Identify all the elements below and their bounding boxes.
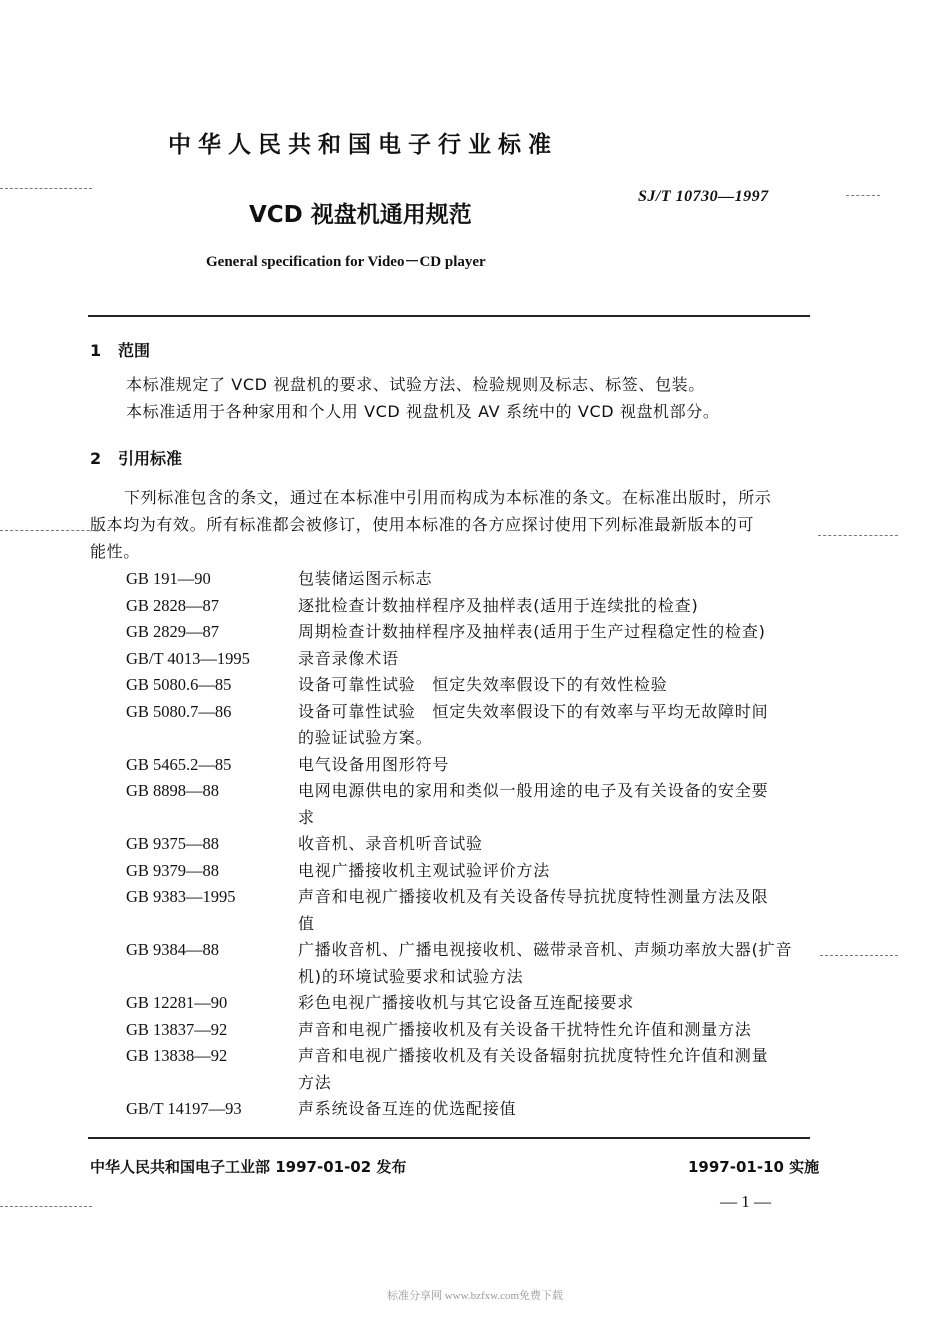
reference-item xyxy=(126,619,816,646)
reference-item xyxy=(126,672,816,699)
reference-code: GB 12281—90 xyxy=(126,993,228,1012)
reference-title-line: 电视广播接收机主观试验评价方法 xyxy=(298,860,551,880)
reference-title xyxy=(298,619,816,646)
reference-item xyxy=(126,646,816,673)
references-intro-line: 版本均为有效。所有标准都会被修订，使用本标准的各方应探讨使用下列标准最新版本的可 xyxy=(90,515,755,534)
standard-code: SJ/T 10730—1997 xyxy=(638,188,769,205)
document-title: VCD 视盘机通用规范 xyxy=(249,202,472,228)
reference-title-line: 机)的环境试验要求和试验方法 xyxy=(298,966,524,986)
reference-title-line: 电网电源供电的家用和类似一般用途的电子及有关设备的安全要 xyxy=(298,781,769,800)
reference-title-line: 彩色电视广播接收机与其它设备互连配接要求 xyxy=(298,993,635,1012)
reference-title xyxy=(298,1043,816,1096)
reference-item xyxy=(126,566,816,593)
reference-code: GB 5080.7—86 xyxy=(126,701,232,721)
reference-title-line: 设备可靠性试验 恒定失效率假设下的有效率与平均无故障时间 xyxy=(298,701,769,721)
scan-artifact-line xyxy=(846,195,880,196)
reference-title xyxy=(298,831,816,858)
section-heading-scope xyxy=(90,338,150,361)
reference-code: GB 9383—1995 xyxy=(126,887,236,906)
reference-code: GB 191—90 xyxy=(126,569,211,588)
reference-code: GB 9379—88 xyxy=(126,860,220,880)
reference-item xyxy=(126,858,816,885)
reference-title-line: 电气设备用图形符号 xyxy=(298,754,450,774)
scan-artifact-line xyxy=(0,1206,92,1207)
reference-code: GB 9375—88 xyxy=(126,834,220,853)
reference-title-line: 广播收音机、广播电视接收机、磁带录音机、声频功率放大器(扩音 xyxy=(298,940,793,959)
reference-code: GB 2828—87 xyxy=(126,595,220,615)
reference-code: GB/T 4013—1995 xyxy=(126,648,250,668)
reference-code: GB/T 14197—93 xyxy=(126,1099,242,1118)
section-title: 范围 xyxy=(118,341,151,360)
reference-title xyxy=(298,858,816,885)
section-number: 1 xyxy=(90,341,102,360)
reference-title xyxy=(298,699,816,752)
reference-item xyxy=(126,1043,816,1096)
reference-title xyxy=(298,672,816,699)
reference-item xyxy=(126,937,816,990)
reference-code: GB 9384—88 xyxy=(126,940,220,959)
reference-item xyxy=(126,752,816,779)
issuing-organization: 中华人民共和国电子行业标准 xyxy=(168,132,558,158)
reference-title xyxy=(298,1096,816,1123)
scope-paragraph: 本标准规定了 VCD 视盘机的要求、试验方法、检验规则及标志、标签、包装。 xyxy=(126,375,705,394)
reference-title-line: 求 xyxy=(298,807,315,827)
reference-title xyxy=(298,884,816,937)
reference-title-line: 设备可靠性试验 恒定失效率假设下的有效性检验 xyxy=(298,675,668,694)
reference-title xyxy=(298,990,816,1017)
reference-item xyxy=(126,831,816,858)
section-title: 引用标准 xyxy=(118,449,183,468)
document-subtitle: General specification for Video－CD player xyxy=(206,254,486,270)
reference-title-line: 包装储运图示标志 xyxy=(298,569,433,588)
reference-item xyxy=(126,1017,816,1044)
reference-title-line: 声音和电视广播接收机及有关设备辐射抗扰度特性允许值和测量 xyxy=(298,1046,769,1065)
watermark: 标准分享网 www.bzfxw.com免费下载 xyxy=(386,1290,564,1302)
reference-item xyxy=(126,699,816,752)
scan-artifact-line xyxy=(818,535,898,536)
implementation-date: 1997-01-10 实施 xyxy=(688,1158,820,1176)
references-intro-line: 能性。 xyxy=(90,542,140,561)
reference-title-line: 声音和电视广播接收机及有关设备干扰特性允许值和测量方法 xyxy=(298,1019,752,1039)
references-intro-line: 下列标准包含的条文，通过在本标准中引用而构成为本标准的条文。在标准出版时，所示 xyxy=(124,488,772,507)
reference-title xyxy=(298,593,816,620)
reference-code: GB 5465.2—85 xyxy=(126,754,232,774)
reference-item xyxy=(126,990,816,1017)
reference-code: GB 2829—87 xyxy=(126,622,220,641)
page-number: — 1 — xyxy=(720,1192,771,1211)
reference-list xyxy=(126,566,816,1123)
reference-code: GB 5080.6—85 xyxy=(126,675,232,694)
reference-title-line: 方法 xyxy=(298,1072,332,1092)
section-number: 2 xyxy=(90,449,102,468)
scope-paragraph: 本标准适用于各种家用和个人用 VCD 视盘机及 AV 系统中的 VCD 视盘机部分。 xyxy=(126,402,720,421)
reference-title-line: 声音和电视广播接收机及有关设备传导抗扰度特性测量方法及限 xyxy=(298,887,769,906)
reference-title-line: 录音录像术语 xyxy=(298,648,399,668)
reference-item xyxy=(126,884,816,937)
reference-title xyxy=(298,778,816,831)
section-heading-normative-references xyxy=(90,446,182,469)
footer-rule xyxy=(88,1137,810,1139)
reference-item xyxy=(126,778,816,831)
reference-title xyxy=(298,566,816,593)
scan-artifact-line xyxy=(820,955,898,956)
reference-title-line: 值 xyxy=(298,913,315,933)
reference-item xyxy=(126,593,816,620)
reference-title xyxy=(298,937,816,990)
issue-statement: 中华人民共和国电子工业部 1997-01-02 发布 xyxy=(90,1158,407,1176)
reference-code: GB 13838—92 xyxy=(126,1046,228,1065)
reference-title xyxy=(298,1017,816,1044)
reference-item xyxy=(126,1096,816,1123)
reference-title-line: 周期检查计数抽样程序及抽样表(适用于生产过程稳定性的检查) xyxy=(298,622,766,641)
reference-code: GB 8898—88 xyxy=(126,781,220,800)
reference-code: GB 13837—92 xyxy=(126,1019,228,1039)
reference-title-line: 的验证试验方案。 xyxy=(298,728,433,747)
reference-title-line: 收音机、录音机听音试验 xyxy=(298,834,483,853)
header-rule xyxy=(88,315,810,317)
reference-title xyxy=(298,752,816,779)
scan-artifact-line xyxy=(0,188,92,189)
reference-title-line: 逐批检查计数抽样程序及抽样表(适用于连续批的检查) xyxy=(298,595,699,615)
reference-title xyxy=(298,646,816,673)
reference-title-line: 声系统设备互连的优选配接值 xyxy=(298,1099,517,1118)
